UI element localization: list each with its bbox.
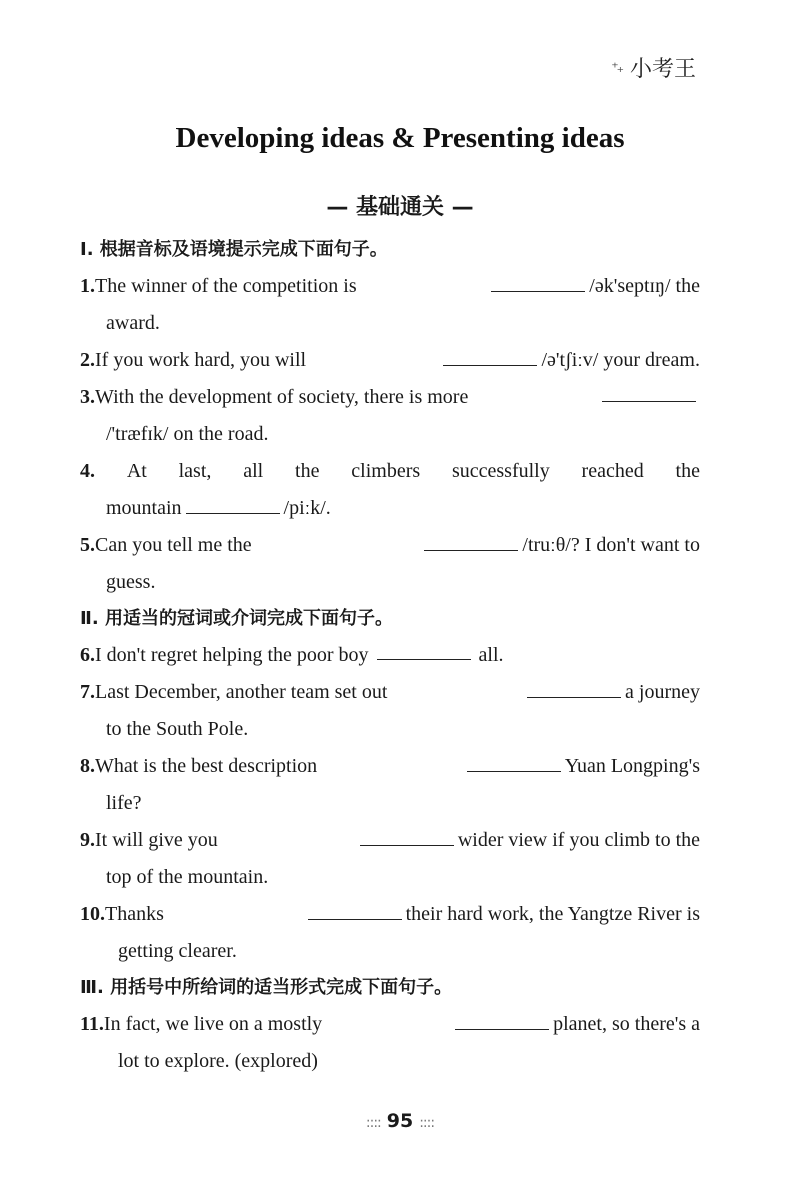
brand-name: 小考王 xyxy=(629,57,696,82)
section-heading-2: Ⅱ. 用适当的冠词或介词完成下面句子。 xyxy=(80,608,393,629)
question-number: 2. xyxy=(80,349,95,371)
answer-blank[interactable] xyxy=(455,1007,549,1030)
question-number: 1. xyxy=(80,275,95,297)
question-11 xyxy=(80,1006,700,1080)
question-text: /piːk/. xyxy=(283,497,331,519)
answer-blank[interactable] xyxy=(443,343,537,366)
page-footer xyxy=(0,1110,800,1132)
question-text: guess. xyxy=(106,571,156,593)
section-heading-1: Ⅰ. 根据音标及语境提示完成下面句子。 xyxy=(80,239,388,260)
question-number: 8. xyxy=(80,755,95,777)
sparkle-icon: ⁺₊ xyxy=(611,59,622,76)
question-word: successfully xyxy=(451,460,550,482)
question-6 xyxy=(80,637,700,674)
answer-blank[interactable] xyxy=(186,491,280,514)
question-text: mountain xyxy=(106,497,182,519)
question-text: lot to explore. (explored) xyxy=(118,1050,318,1072)
question-text: a journey xyxy=(625,681,700,703)
question-text: their hard work, the Yangtze River is xyxy=(405,903,700,925)
question-2 xyxy=(80,342,700,379)
question-number: 10. xyxy=(80,903,105,925)
answer-blank[interactable] xyxy=(424,528,518,551)
question-text: Last December, another team set out xyxy=(95,681,388,703)
question-word: climbers xyxy=(351,460,421,482)
question-text: all. xyxy=(478,644,504,666)
question-text: to the South Pole. xyxy=(106,718,249,740)
question-text: life? xyxy=(106,792,142,814)
question-text: It will give you xyxy=(95,829,218,851)
question-1 xyxy=(80,268,700,342)
question-word: all xyxy=(243,460,264,482)
question-text: getting clearer. xyxy=(118,940,237,962)
question-text: Thanks xyxy=(105,903,164,925)
question-text: Can you tell me the xyxy=(95,534,252,556)
question-text: /ə'tʃiːv/ your dream. xyxy=(541,349,700,371)
question-text: What is the best description xyxy=(95,755,318,777)
question-3 xyxy=(80,379,700,453)
question-text: /'træfɪk/ on the road. xyxy=(106,423,269,445)
question-text: If you work hard, you will xyxy=(95,349,307,371)
question-5 xyxy=(80,527,700,601)
question-text: With the development of society, there is more xyxy=(95,386,469,408)
answer-blank[interactable] xyxy=(377,637,471,660)
dot-pattern-icon: :::: xyxy=(365,1115,381,1131)
question-number: 9. xyxy=(80,829,95,851)
question-text: I don't regret helping the poor boy xyxy=(95,644,369,666)
question-7 xyxy=(80,674,700,748)
question-number: 4. xyxy=(80,460,95,482)
question-number: 3. xyxy=(80,386,95,408)
question-word: At xyxy=(126,460,147,482)
answer-blank[interactable] xyxy=(467,749,561,772)
question-word: the xyxy=(295,460,320,482)
answer-blank[interactable] xyxy=(360,823,454,846)
exercise-content xyxy=(80,232,700,1080)
question-text: /truːθ/? I don't want to xyxy=(522,534,700,556)
question-text: top of the mountain. xyxy=(106,866,269,888)
section-subtitle: — 基础通关 — xyxy=(326,195,474,220)
answer-blank[interactable] xyxy=(308,897,402,920)
question-text: award. xyxy=(106,312,160,334)
question-text: /ək'septɪŋ/ the xyxy=(589,275,700,297)
question-number: 5. xyxy=(80,534,95,556)
answer-blank[interactable] xyxy=(527,675,621,698)
answer-blank[interactable] xyxy=(491,269,585,292)
question-text: Yuan Longping's xyxy=(564,755,700,777)
question-number: 7. xyxy=(80,681,95,703)
answer-blank[interactable] xyxy=(602,379,696,402)
question-number: 11. xyxy=(80,1013,104,1035)
question-10 xyxy=(80,896,700,970)
question-text: In fact, we live on a mostly xyxy=(103,1013,323,1035)
question-4 xyxy=(80,453,700,527)
question-text: The winner of the competition is xyxy=(95,275,357,297)
question-number: 6. xyxy=(80,644,95,666)
section-heading-3: Ⅲ. 用括号中所给词的适当形式完成下面句子。 xyxy=(80,977,453,998)
page-title: Developing ideas & Presenting ideas xyxy=(175,122,625,154)
brand-logo xyxy=(611,52,696,83)
question-text: wider view if you climb to the xyxy=(457,829,700,851)
question-word: reached xyxy=(581,460,644,482)
question-text: planet, so there's a xyxy=(553,1013,700,1035)
dot-pattern-icon: :::: xyxy=(419,1115,435,1131)
question-word: last, xyxy=(178,460,212,482)
question-word: the xyxy=(675,460,700,482)
question-9 xyxy=(80,822,700,896)
question-8 xyxy=(80,748,700,822)
page-number: 95 xyxy=(386,1110,414,1132)
